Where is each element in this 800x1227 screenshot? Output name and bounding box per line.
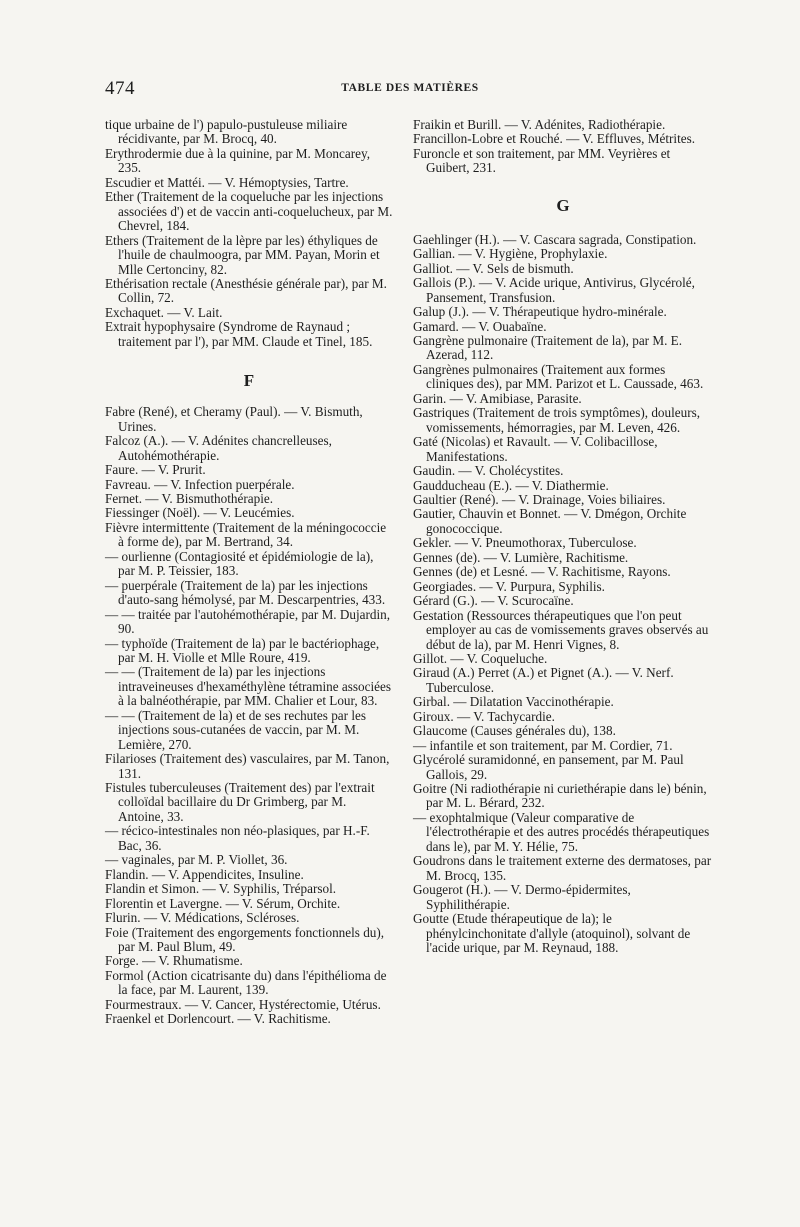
index-entry: Goitre (Ni radiothérapie ni curiethérapie dans le) bénin, par M. L. Bérard, 232. (413, 781, 707, 811)
index-entry: — vaginales, par M. P. Viollet, 36. (105, 852, 288, 868)
index-entry: Garin. — V. Amibiase, Parasite. (413, 390, 582, 406)
index-entry: — — (Traitement de la) et de ses rechutes par les injections sous-cutanées de vaccin, par M. M. Lemière, 270. (105, 707, 366, 752)
index-entry: Gillot. — V. Coqueluche. (413, 650, 548, 666)
index-entry: Falcoz (A.). — V. Adénites chancrelleuses, Autohémothérapie. (105, 433, 332, 463)
page-number: 474 (105, 78, 135, 99)
right-column (413, 118, 713, 955)
index-entry: Gérard (G.). — V. Scurocaïne. (413, 593, 574, 609)
index-entry: Gaultier (René). — V. Drainage, Voies biliaires. (413, 491, 666, 507)
index-entry: Extrait hypophysaire (Syndrome de Raynaud ; traitement par l'), par MM. Claude et Tinel, 185. (105, 319, 373, 349)
section-letter: F (243, 371, 255, 391)
index-entry: Ethers (Traitement de la lèpre par les) éthyliques de l'huile de chaulmoogra, par MM. Payan, Morin et Mlle Certonciny, 82. (105, 232, 380, 277)
index-entry: Fabre (René), et Cheramy (Paul). — V. Bismuth, Urines. (105, 404, 363, 434)
index-entry: Flandin et Simon. — V. Syphilis, Tréparsol. (105, 881, 337, 897)
index-entry: Forge. — V. Rhumatisme. (105, 953, 243, 969)
left-column (105, 118, 393, 1027)
index-entry: Gennes (de) et Lesné. — V. Rachitisme, Rayons. (413, 564, 671, 580)
index-entry: Fiessinger (Noël). — V. Leucémies. (105, 505, 295, 521)
index-entry: — typhoïde (Traitement de la) par le bactériophage, par M. H. Violle et Mlle Roure, 419. (105, 635, 380, 665)
index-entry: Flurin. — V. Médications, Scléroses. (105, 910, 300, 926)
index-entry: Gangrènes pulmonaires (Traitement aux formes cliniques des), par MM. Parizot et L. Caussade, 463. (413, 361, 704, 392)
section-letter: G (556, 195, 570, 215)
index-entry: Gaudducheau (E.). — V. Diathermie. (413, 477, 609, 493)
index-entry: Gestation (Ressources thérapeutiques que l'on peut employer au cas de vomissements graves observés au début de la), par M. Henri Vignes, 8. (413, 607, 709, 652)
index-entry: Girbal. — Dilatation Vaccinothérapie. (413, 694, 614, 710)
index-entry: Glaucome (Causes générales du), 138. (413, 723, 616, 739)
index-entry: Gastriques (Traitement de trois symptômes), douleurs, vomissements, hémorragies, par M. Leven, 426. (413, 405, 701, 435)
index-entry: Filarioses (Traitement des) vasculaires, par M. Tanon, 131. (105, 751, 390, 781)
index-entry: Fraenkel et Dorlencourt. — V. Rachitisme. (105, 1011, 331, 1027)
index-entry: — récico-intestinales non néo-plasiques, par H.-F. Bac, 36. (105, 823, 370, 853)
index-entry: Goudrons dans le traitement externe des dermatoses, par M. Brocq, 135. (413, 853, 712, 883)
index-entry: Furoncle et son traitement, par MM. Veyrières et Guibert, 231. (413, 145, 671, 176)
index-entry: Gekler. — V. Pneumothorax, Tuberculose. (413, 535, 637, 551)
index-entry: Giraud (A.) Perret (A.) et Pignet (A.). — V. Nerf. Tuberculose. (413, 665, 674, 695)
index-entry: Fièvre intermittente (Traitement de la méningococcie à forme de), par M. Bertrand, 34. (105, 519, 387, 550)
index-entry: Gougerot (H.). — V. Dermo-épidermites, Syphilithérapie. (413, 882, 631, 912)
index-entry: Exchaquet. — V. Lait. (105, 304, 223, 320)
index-entry: Ethérisation rectale (Anesthésie générale par), par M. Collin, 72. (105, 275, 387, 306)
index-entry: Galup (J.). — V. Thérapeutique hydro-minérale. (413, 304, 667, 320)
page-header (105, 78, 715, 102)
running-title: TABLE DES MATIÈRES (341, 82, 479, 94)
index-entry: Fistules tuberculeuses (Traitement des) par l'extrait colloïdal bacillaire du Dr Grimberg, par M. Antoine, 33. (105, 780, 375, 824)
index-entry: Favreau. — V. Infection puerpérale. (105, 476, 295, 492)
index-entry: — — (Traitement de la) par les injections intraveineuses d'hexaméthylène tétramine associées à la balnéothérapie, par MM. Chalier et Lour, 83. (105, 664, 391, 709)
index-entry: — — traitée par l'autohémothérapie, par M. Dujardin, 90. (105, 606, 391, 637)
index-entry: Gangrène pulmonaire (Traitement de la), par M. E. Azerad, 112. (413, 332, 683, 363)
index-entry: Faure. — V. Prurit. (105, 462, 206, 478)
index-entry: Ether (Traitement de la coqueluche par les injections associées d') et de vaccin anti-coquelucheux, par M. Chevrel, 184. (105, 189, 393, 234)
index-entry: Formol (Action cicatrisante du) dans l'épithélioma de la face, par M. Laurent, 139. (105, 967, 387, 998)
index-entry: Fourmestraux. — V. Cancer, Hystérectomie, Utérus. (105, 996, 381, 1012)
index-entry: Gaehlinger (H.). — V. Cascara sagrada, Constipation. (413, 231, 697, 247)
index-entry: — exophtalmique (Valeur comparative de l'électrothérapie et des autres procédés thérapeutiques dans le), par M. Y. Hélie, 75. (413, 809, 710, 854)
index-entry: Gautier, Chauvin et Bonnet. — V. Dmégon, Orchite gonococcique. (413, 506, 687, 536)
index-entry: Francillon-Lobre et Rouché. — V. Effluves, Métrites. (413, 131, 696, 147)
index-entry: Gallois (P.). — V. Acide urique, Antivirus, Glycérolé, Pansement, Transfusion. (413, 275, 695, 305)
index-entry: Foie (Traitement des engorgements fonctionnels du), par M. Paul Blum, 49. (105, 924, 385, 955)
index-entry: — infantile et son traitement, par M. Cordier, 71. (413, 737, 673, 753)
index-entry: Galliot. — V. Sels de bismuth. (413, 260, 574, 276)
index-entry: Erythrodermie due à la quinine, par M. Moncarey, 235. (105, 145, 370, 176)
index-entry: Gaté (Nicolas) et Ravault. — V. Colibacillose, Manifestations. (413, 434, 658, 464)
index-entry: Goutte (Etude thérapeutique de la); le phénylcinchonitate d'allyle (atoquinol), solvant de l'acide urique, par M. Reynaud, 188. (413, 911, 691, 956)
index-entry: Escudier et Mattéi. — V. Hémoptysies, Tartre. (105, 174, 349, 190)
index-entry: Gamard. — V. Ouabaïne. (413, 318, 547, 334)
index-entry: Fraikin et Burill. — V. Adénites, Radiothérapie. (413, 117, 666, 132)
index-entry: Flandin. — V. Appendicites, Insuline. (105, 866, 304, 882)
index-entry: Gennes (de). — V. Lumière, Rachitisme. (413, 549, 629, 565)
index-entry: Florentin et Lavergne. — V. Sérum, Orchite. (105, 895, 341, 911)
index-entry: — ourlienne (Contagiosité et épidémiologie de la), par M. P. Teissier, 183. (105, 548, 374, 579)
index-entry: Fernet. — V. Bismuthothérapie. (105, 490, 274, 506)
index-entry: Georgiades. — V. Purpura, Syphilis. (413, 578, 605, 594)
index-entry: Glycérolé suramidonné, en pansement, par M. Paul Gallois, 29. (413, 752, 684, 782)
index-entry: Giroux. — V. Tachycardie. (413, 708, 555, 724)
index-entry: — puerpérale (Traitement de la) par les injections d'auto-sang hémolysé, par M. Descarpentries, 433. (105, 577, 386, 608)
index-entry: tique urbaine de l') papulo-pustuleuse miliaire récidivante, par M. Brocq, 40. (105, 117, 348, 147)
index-entry: Gallian. — V. Hygiène, Prophylaxie. (413, 246, 608, 262)
index-entry: Gaudin. — V. Cholécystites. (413, 463, 564, 479)
